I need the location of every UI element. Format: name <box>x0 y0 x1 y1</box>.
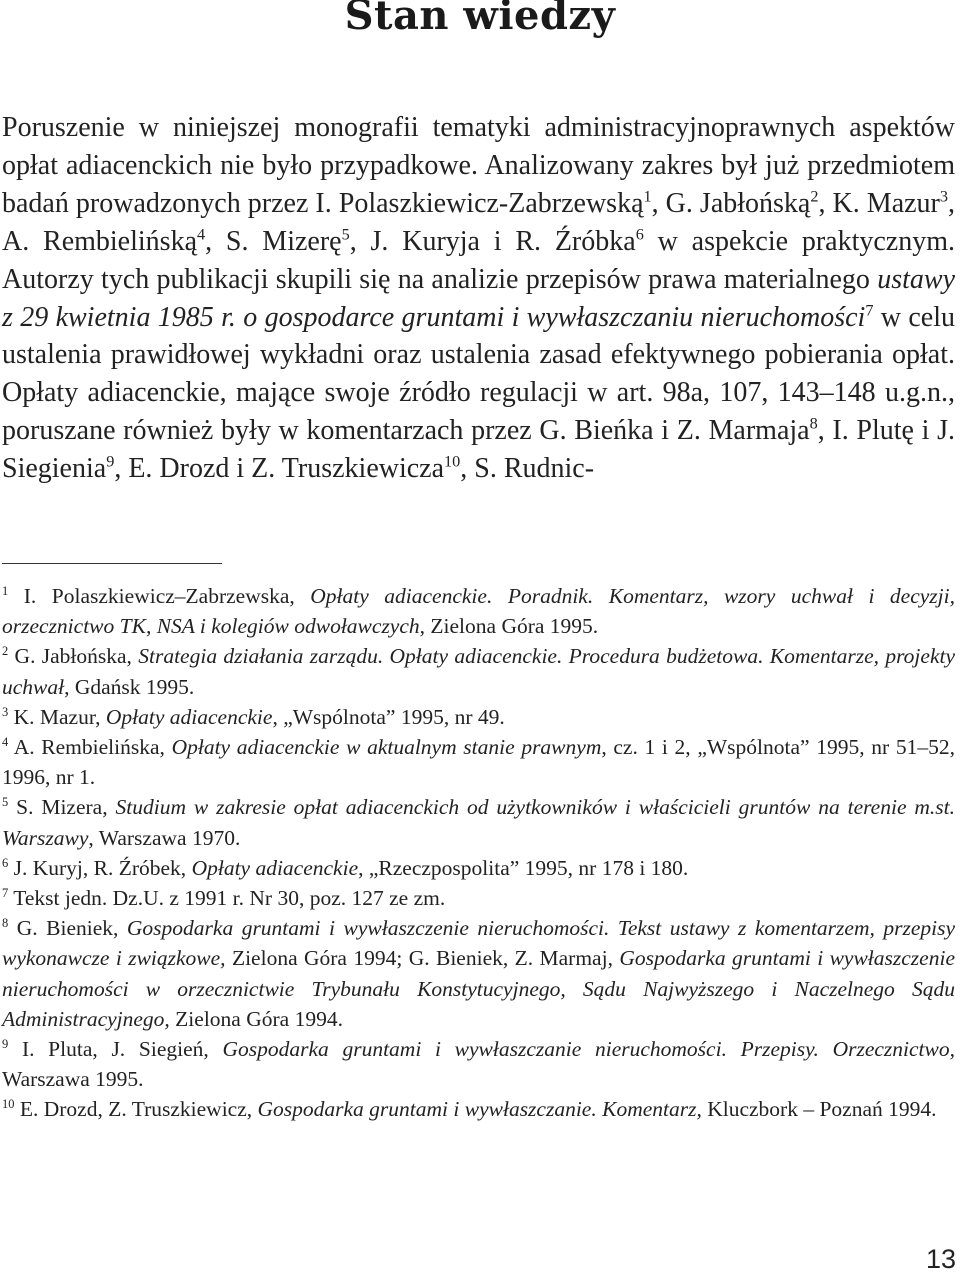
main-paragraph <box>2 109 955 488</box>
footnote: $^5$ S. Mizera, Studium w zakresie opłat adiacenckich od użytkowników i właścicieli gruntów na terenie m.st. Warszawy, Warszawa 1970. <box>2 795 955 850</box>
paragraph-text: , S. Rudnic- <box>460 453 595 485</box>
paragraph-text: , E. Drozd i Z. Truszkiewicza <box>114 453 445 485</box>
footnote-ref: 4 <box>197 225 206 244</box>
paragraph-text: , K. Mazur <box>818 187 940 219</box>
footnotes <box>2 581 955 1125</box>
footnote: $^{10}$ E. Drozd, Z. Truszkiewicz, Gospodarka gruntami i wywłaszczanie. Komentarz, Kluczbork – Poznań 1994. <box>2 1097 937 1122</box>
statute-title: ustawy z 29 kwietnia 1985 r. o gospodarce gruntami i wywłaszczaniu nieruchomości <box>2 263 955 333</box>
paragraph-text: , A. Rembielińską <box>2 187 955 257</box>
footnote: $^4$ A. Rembielińska, Opłaty adiacenckie w aktualnym stanie prawnym, cz. 1 i 2, „Wspólnota” 1995, nr 51–52, 1996, nr 1. <box>2 734 955 790</box>
paragraph-text: , G. Jabłońską <box>651 187 811 219</box>
footnote-ref: 1 <box>643 187 652 206</box>
footnote: $^2$ G. Jabłońska, Strategia działania zarządu. Opłaty adiacenckie. Procedura budżetowa. Komentarze, projekty uchwał, Gdańsk 1995. <box>2 644 956 699</box>
paragraph-text: , J. Kuryja i R. Źróbka <box>349 225 636 257</box>
paragraph-text: Poruszenie w niniejszej monografii tematyki administracyjnoprawnych aspektów opłat adiacenckich nie było przypadkowe. Analizowany zakres był już przedmiotem badań prowadzonych przez I. Polaszkiewicz-Zabrzewską <box>2 112 955 219</box>
footnote: $^8$ G. Bieniek, Gospodarka gruntami i wywłaszczenie nieruchomości. Tekst ustawy z komentarzem, przepisy wykonawcze i związkowe, Zielona Góra 1994; G. Bieniek, Z. Marmaj, Gospodarka gruntami i wywłaszczenie nieruchomości w orzecznictwie Trybunału Konstytucyjnego, Sądu Najwyższego i Naczelnego Sądu Administracyjnego, Zielona Góra 1994. <box>2 916 956 1031</box>
paragraph-text: , I. Plutę i J. Siegienia <box>2 415 955 485</box>
footnote-ref: 10 <box>444 452 461 471</box>
paragraph-text: , S. Mizerę <box>205 225 342 257</box>
paragraph-text: w celu ustalenia prawidłowej wykładni oraz ustalenia zasad efektywnego pobierania opłat. Opłaty adiacenckie, mające swoje źródło regulacji w art. 98a, 107, 143–148 u.g.n., poruszane również były w komentarzach przez G. Bieńka i Z. Marmaja <box>2 301 956 447</box>
footnote-separator <box>2 563 222 564</box>
footnote: $^9$ I. Pluta, J. Siegień, Gospodarka gruntami i wywłaszczanie nieruchomości. Przepisy. Orzecznictwo, Warszawa 1995. <box>2 1036 955 1092</box>
footnote-ref: 5 <box>341 225 350 244</box>
footnote-ref: 3 <box>939 187 948 206</box>
footnote-ref: 7 <box>865 301 874 320</box>
footnote: $^3$ K. Mazur, Opłaty adiacenckie, „Wspólnota” 1995, nr 49. <box>2 704 505 729</box>
paragraph-text: w aspekcie praktycznym. Autorzy tych publikacji skupili się na analizie przepisów prawa materialnego <box>2 225 955 295</box>
footnote-ref: 2 <box>810 187 819 206</box>
page-title: Stan wiedzy <box>344 0 616 39</box>
footnote-ref: 6 <box>635 225 644 244</box>
footnote: $^1$ I. Polaszkiewicz–Zabrzewska, Opłaty adiacenckie. Poradnik. Komentarz, wzory uchwał i decyzji, orzecznictwo TK, NSA i kolegiów odwoławczych, Zielona Góra 1995. <box>2 583 955 639</box>
footnote: $^6$ J. Kuryj, R. Źróbek, Opłaty adiacenckie, „Rzeczpospolita” 1995, nr 178 i 180. <box>2 855 689 880</box>
footnote: $^7$ Tekst jedn. Dz.U. z 1991 r. Nr 30, poz. 127 ze zm. <box>2 885 446 911</box>
footnote-ref: 8 <box>809 414 818 433</box>
page-number: 13 <box>925 1244 956 1274</box>
footnote-ref: 9 <box>106 452 115 471</box>
